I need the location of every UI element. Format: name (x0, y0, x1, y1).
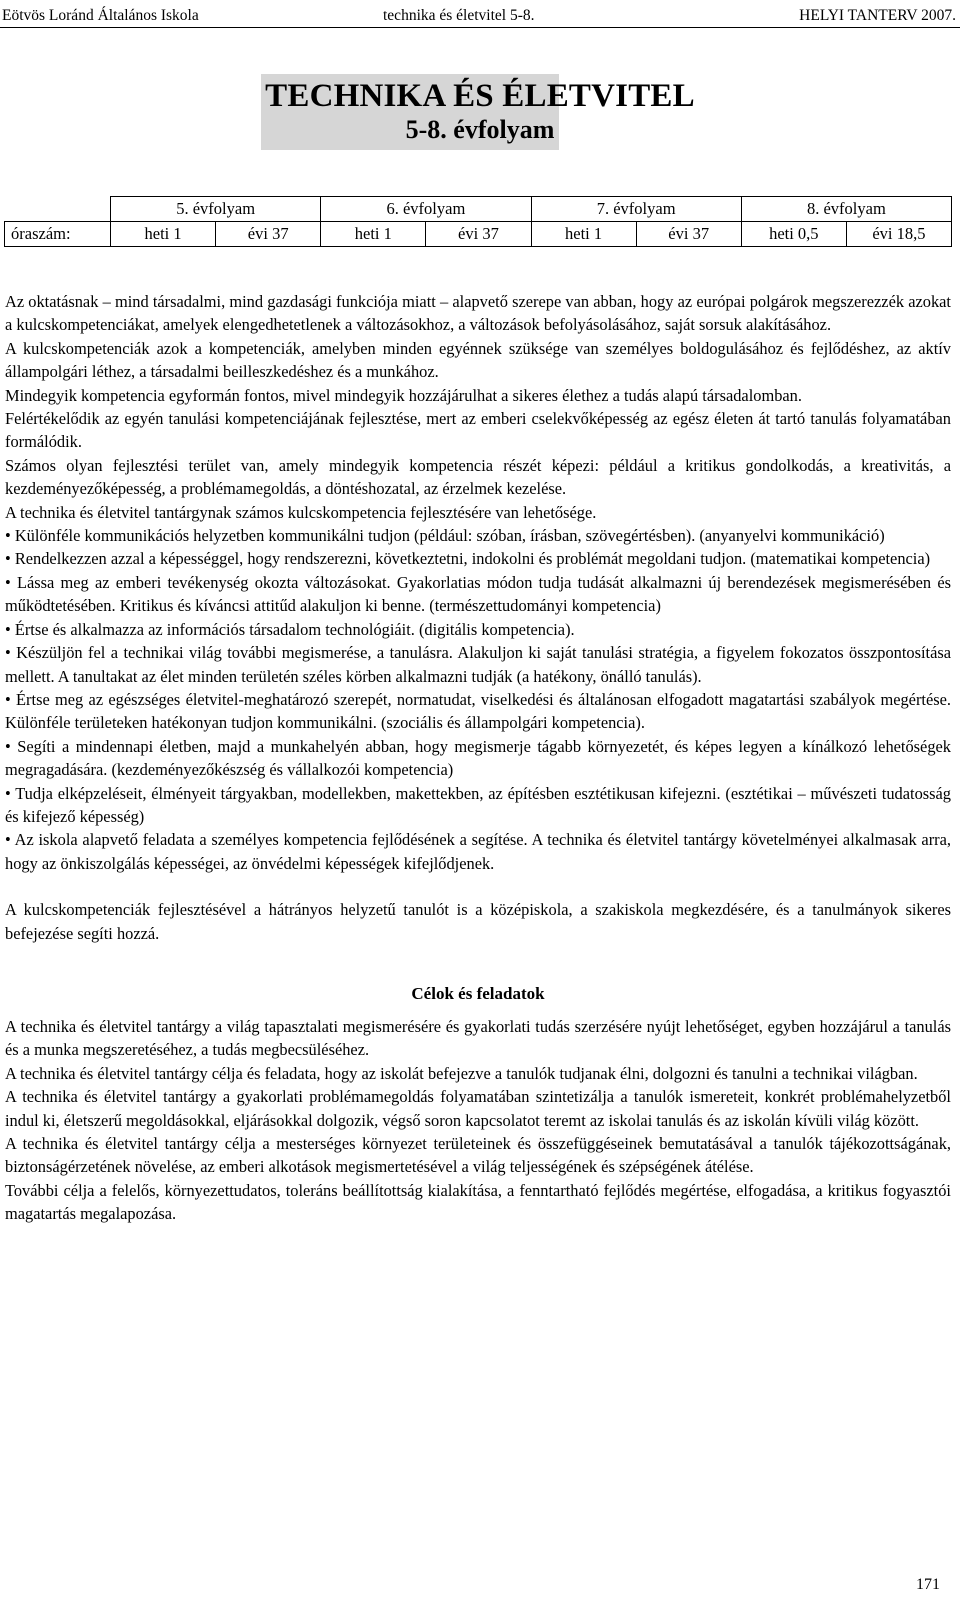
paragraph: A technika és életvitel tantárgy a gyakorlati problémamegoldás folyamatában szintetizálja a tanulók ismereteit, konkrét problémahelyzetből indul ki, életszerű megoldásokkal, eljárásokkal dolgozik, végső soron kapcsolatot teremt az iskolai tanulás és az iskolán kívüli világ között. (5, 1087, 951, 1130)
grade-5-header: 5. évfolyam (111, 197, 321, 222)
paragraph: A kulcskompetenciák azok a kompetenciák, amelyben minden egyénnek szüksége van személyes boldogulásához és fejlődéshez, az aktív állampolgári léthez, a társadalmi beilleszkedéshez és a munkához. (5, 338, 951, 382)
table-cell: heti 1 (111, 222, 216, 247)
page-subtitle: 5-8. évfolyam (405, 115, 555, 144)
page-header (0, 4, 960, 28)
hours-row-label: óraszám: (5, 222, 111, 247)
page-number: 171 (916, 1576, 940, 1593)
bullet-item: • Készüljön fel a technikai világ további megismerése, a tanulásra. Alakuljon ki saját tanulási stratégia, a figyelem fokozatos összpontosítása mellett. A tanultakat az élet minden területén széles körben alkalmazni tudják (a hatékony, önálló tanulás). (5, 643, 951, 686)
hours-row (5, 222, 952, 247)
bullet-item: • Rendelkezzen azzal a képességgel, hogy rendszerezni, következtetni, indokolni és problémát megoldani tudjon. (matematikai kompetencia) (5, 549, 931, 569)
table-cell: heti 0,5 (741, 222, 846, 247)
bullet-item: • Értse meg az egészséges életvitel-meghatározó szerepét, normatudat, viselkedési és általánosan elfogadott magatartási szabályok megértése. Különféle területeken hatékonyan tudjon kommunikálni. (szociális és állampolgári kompetencia). (5, 689, 951, 733)
school-name: Eötvös Loránd Általános Iskola (2, 7, 199, 24)
paragraph: További célja a felelős, környezettudatos, toleráns beállítottság kialakítása, a fenntartható fejlődés megértése, elfogadása, a kritikus fogyasztói magatartás megalapozása. (5, 1180, 951, 1224)
paragraph: Számos olyan fejlesztési terület van, amely mindegyik kompetencia részét képezi: például a kritikus gondolkodás, a kreativitás, a kezdeményezőképesség, a problémamegoldás, a döntéshozatal, az érzelmek kezelése. (5, 455, 951, 499)
grade-7-header: 7. évfolyam (531, 197, 741, 222)
paragraph: A technika és életvitel tantárgy a világ tapasztalati megismerésére és gyakorlati tudás szerzésére nyújt lehetőséget, egyben hozzájárul a tanulás és a munka megszeretéséhez, a tudás megbecsüléséhez. (5, 1016, 951, 1060)
table-cell: évi 37 (636, 222, 741, 247)
table-corner (5, 197, 111, 222)
grade-8-header: 8. évfolyam (741, 197, 951, 222)
bullet-item: • Segíti a mindennapi életben, majd a munkahelyén abban, hogy megismerje tágabb környezetét, és képes legyen a kínálkozó lehetőségek megragadására. (kezdeményezőkészség és vállalkozói kompetencia) (5, 736, 951, 780)
paragraph: Felértékelődik az egyén tanulási kompetenciájának fejlesztése, mert az emberi cselekvőképesség az egész életen át tartó tanulás folyamatában formálódik. (5, 409, 951, 452)
bullet-item: • Különféle kommunikációs helyzetben kommunikálni tudjon (például: szóban, írásban, szövegértésben). (anyanyelvi kommunikáció) (5, 526, 885, 546)
page-title: TECHNIKA ÉS ÉLETVITEL (265, 78, 695, 114)
curriculum-label: HELYI TANTERV 2007. (799, 7, 956, 24)
subject-label: technika és életvitel 5-8. (383, 7, 535, 24)
document-body (5, 290, 951, 1226)
table-cell: évi 37 (426, 222, 531, 247)
paragraph: A technika és életvitel tantárgy célja és feladata, hogy az iskolát befejezve a tanulók tudjanak élni, dolgozni és tanulni a technikai világban. (5, 1063, 918, 1083)
bullet-item: • Lássa meg az emberi tevékenység okozta változásokat. Gyakorlatias módon tudja tudását alkalmazni új berendezések megismerésében és működtetésében. Kritikus és kíváncsi attitűd alakuljon ki benne. (természettudományi kompetencia) (5, 572, 951, 616)
grade-header-row (5, 197, 952, 222)
paragraph: A technika és életvitel tantárgynak számos kulcskompetencia fejlesztésére van lehetősége. (5, 502, 597, 522)
paragraph: A kulcskompetenciák fejlesztésével a hátrányos helyzetű tanulót is a középiskola, a szakiskola megkezdésére, és a tanulmányok sikeres befejezése segíti hozzá. (5, 900, 951, 943)
paragraph: Mindegyik kompetencia egyformán fontos, mivel mindegyik hozzájárulhat a sikeres élethez a tudás alapú társadalomban. (5, 385, 802, 405)
bullet-item: • Tudja elképzeléseit, élményeit tárgyakban, modellekben, makettekben, az építésben esztétikusan kifejezni. (esztétikai – művészeti tudatosság és kifejező képesség) (5, 783, 951, 826)
grade-6-header: 6. évfolyam (321, 197, 531, 222)
paragraph: A technika és életvitel tantárgy célja a mesterséges környezet területeinek és összefüggéseinek bemutatásával a tanulók tájékozottságának, biztonságérzetének növelése, az emberi alkotások megismertetésével a világ teljességének és szépségének átélése. (5, 1134, 951, 1177)
bullet-item: • Értse és alkalmazza az információs társadalom technológiáit. (digitális kompetencia). (5, 619, 575, 639)
hours-table (4, 196, 952, 247)
table-cell: heti 1 (531, 222, 636, 247)
paragraph: Az oktatásnak – mind társadalmi, mind gazdasági funkciója miatt – alapvető szerepe van abban, hogy az európai polgárok megszerezzék azokat a kulcskompetenciákat, amelyek elengedhetetlenek a változásokhoz, a változások befolyásolásához, saját sorsuk alakításához. (5, 292, 951, 335)
header-divider (0, 27, 960, 28)
table-cell: évi 37 (216, 222, 321, 247)
bullet-item: • Az iskola alapvető feladata a személyes kompetencia fejlődésének a segítése. A technika és életvitel tantárgy követelményei alkalmasak arra, hogy az önkiszolgálás képességei, az önvédelmi képességek kifejlődjenek. (5, 830, 951, 873)
table-cell: heti 1 (321, 222, 426, 247)
table-cell: évi 18,5 (846, 222, 951, 247)
section-heading: Célok és feladatok (411, 983, 545, 1003)
